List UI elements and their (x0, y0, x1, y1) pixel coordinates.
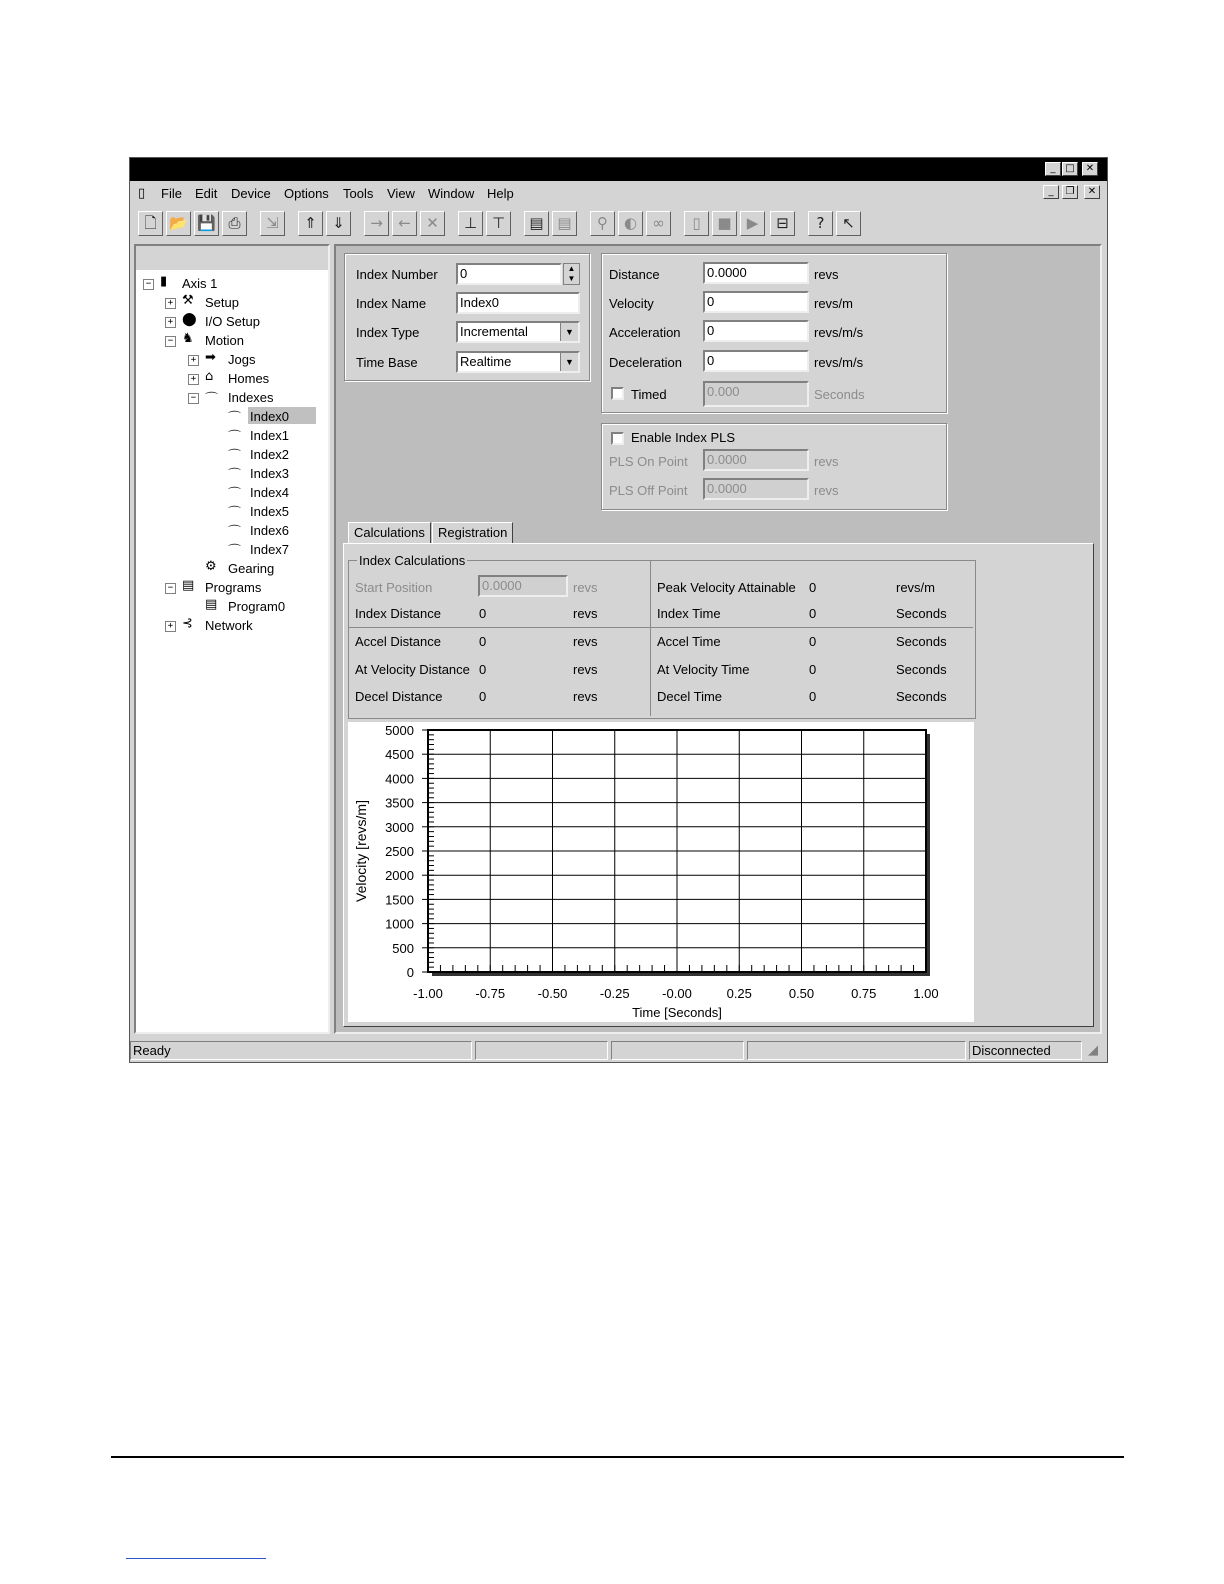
peak-velocity-label: Peak Velocity Attainable (657, 580, 796, 595)
pls-on-label: PLS On Point (609, 454, 688, 469)
start-position-unit: revs (573, 580, 598, 595)
index-number-spinner[interactable]: ▲ ▼ (563, 263, 580, 285)
disconnect-icon[interactable]: ← (392, 211, 417, 236)
x-tick-label: 0.50 (788, 986, 815, 1001)
index-settings-group (344, 253, 590, 381)
collapse-icon[interactable]: − (165, 336, 176, 347)
tree-item-index1[interactable]: Index1 (250, 428, 290, 443)
at-velocity-time-value: 0 (809, 662, 817, 677)
y-tick-label: 3500 (385, 795, 414, 811)
at-velocity-distance-unit: revs (573, 662, 598, 677)
tree-item-index3[interactable]: Index3 (250, 466, 290, 481)
tree-item-index2[interactable]: Index2 (250, 447, 290, 462)
distance-unit: revs (814, 267, 839, 282)
distance-label: Distance (609, 267, 660, 282)
accel-time-unit: Seconds (896, 634, 947, 649)
timed-checkbox[interactable] (611, 387, 624, 400)
accel-time-label: Accel Time (657, 634, 721, 649)
tree-item-homes[interactable]: Homes (228, 371, 270, 386)
index-profile-icon: ⌒ (228, 449, 242, 464)
decel-distance-unit: revs (573, 689, 598, 704)
menu-device[interactable]: Device (231, 186, 271, 201)
expand-icon[interactable]: + (165, 298, 176, 309)
index-profile-icon: ⌒ (228, 430, 242, 445)
context-help-icon[interactable]: ↖ (836, 211, 861, 236)
tree-item-index6[interactable]: Index6 (250, 523, 290, 538)
y-tick-label: 4500 (385, 747, 414, 763)
status-pane (475, 1041, 608, 1060)
accel-distance-label: Accel Distance (355, 634, 441, 649)
run-icon[interactable]: ▶ (740, 211, 765, 236)
collapse-icon[interactable]: − (188, 393, 199, 404)
expand-icon[interactable]: + (165, 317, 176, 328)
dropdown-arrow-icon[interactable]: ▼ (560, 323, 578, 341)
program-icon[interactable]: ▤ (524, 211, 549, 236)
decel-distance-label: Decel Distance (355, 689, 443, 704)
at-velocity-distance-label: At Velocity Distance (355, 662, 470, 677)
dropdown-arrow-icon[interactable]: ▼ (560, 353, 578, 371)
x-tick-label: 0.75 (851, 986, 877, 1001)
time-base-label: Time Base (356, 355, 418, 370)
index-name-label: Index Name (356, 296, 427, 311)
index-time-unit: Seconds (896, 606, 947, 621)
velocity-input[interactable]: 0 (703, 291, 809, 313)
new-file-icon[interactable]: 🗋 (138, 211, 163, 236)
stop-icon[interactable]: ■ (712, 211, 737, 236)
pls-on-input[interactable]: 0.0000 (703, 449, 809, 471)
time-base-select[interactable] (456, 351, 580, 373)
resize-grip-icon[interactable]: ◢ (1088, 1043, 1098, 1058)
motion-icon: ♞ (182, 331, 194, 346)
watch-icon[interactable]: ◐ (618, 211, 643, 236)
expand-icon[interactable]: + (188, 374, 199, 385)
status-pane (611, 1041, 744, 1060)
collapse-icon[interactable]: − (165, 583, 176, 594)
velocity-profile-chart (348, 722, 974, 1022)
index-type-label: Index Type (356, 325, 420, 340)
network-icon: ⊰ (182, 616, 193, 631)
timed-input[interactable]: 0.000 (703, 381, 809, 407)
index-editor-panel (334, 244, 1102, 1034)
tree-header (136, 246, 328, 270)
setup-icon: ⚒ (182, 293, 194, 308)
tree-item-jogs[interactable]: Jogs (228, 352, 256, 367)
y-tick-label: 2500 (385, 844, 414, 859)
pls-on-unit: revs (814, 454, 839, 469)
close-icon[interactable]: ✕ (1082, 162, 1098, 176)
accel-distance-value: 0 (479, 634, 487, 649)
tree-item-io-setup[interactable]: I/O Setup (205, 314, 260, 329)
tree-item-indexes[interactable]: Indexes (228, 390, 274, 405)
index-distance-label: Index Distance (355, 606, 441, 621)
index-profile-icon: ⌒ (228, 468, 242, 483)
doc-restore-icon[interactable]: ❐ (1062, 185, 1078, 199)
y-tick-label: 3000 (385, 819, 414, 835)
menu-view[interactable]: View (387, 186, 415, 201)
decel-time-unit: Seconds (896, 689, 947, 704)
at-velocity-distance-value: 0 (479, 662, 487, 677)
x-tick-label: -0.75 (475, 986, 506, 1001)
index-profile-icon: ⌒ (228, 411, 242, 426)
x-tick-label: -1.00 (413, 986, 443, 1001)
menu-edit[interactable]: Edit (195, 186, 218, 201)
y-tick-label: 4000 (385, 771, 414, 787)
menu-tools[interactable]: Tools (343, 186, 374, 201)
tree-item-index0[interactable]: Index0 (250, 409, 290, 424)
x-tick-label: -0.00 (662, 986, 692, 1001)
velocity-label: Velocity (609, 296, 654, 311)
print-icon[interactable]: ⎙ (222, 211, 247, 236)
index-profile-icon: ⌒ (228, 487, 242, 502)
drive-icon: ▮ (160, 274, 168, 289)
enable-pls-label: Enable Index PLS (631, 430, 736, 445)
y-tick-label: 5000 (385, 723, 414, 738)
tree-item-network[interactable]: Network (205, 618, 253, 633)
pls-group (601, 423, 947, 510)
pls-off-label: PLS Off Point (609, 483, 688, 498)
pls-off-input[interactable]: 0.0000 (703, 478, 809, 500)
menu-window[interactable]: Window (428, 186, 475, 201)
x-axis-label: Time [Seconds] (632, 1005, 722, 1020)
expand-icon[interactable]: + (188, 355, 199, 366)
index-profile-icon: ⌒ (205, 392, 219, 407)
x-tick-label: -0.25 (599, 986, 630, 1001)
connect-icon[interactable]: → (364, 211, 389, 236)
doc-close-icon[interactable]: ✕ (1084, 185, 1100, 199)
x-tick-label: 0.25 (726, 986, 752, 1001)
decel-time-value: 0 (809, 689, 817, 704)
accel-time-value: 0 (809, 634, 817, 649)
footer-rule (111, 1456, 1124, 1458)
acceleration-unit: revs/m/s (814, 325, 864, 340)
index-profile-icon: ⌒ (228, 544, 242, 559)
decel-time-label: Decel Time (657, 689, 723, 704)
delete-icon[interactable]: ✕ (420, 211, 445, 236)
tab-page-calculations (343, 543, 1094, 1027)
pls-off-unit: revs (814, 483, 839, 498)
tree-item-gearing[interactable]: Gearing (228, 561, 275, 576)
menu-bar (130, 181, 1107, 205)
tree-item-programs[interactable]: Programs (205, 580, 262, 595)
tree-item-setup[interactable]: Setup (205, 295, 239, 310)
tree-item-index4[interactable]: Index4 (250, 485, 290, 500)
start-position-input[interactable]: 0.0000 (478, 575, 568, 597)
toolbar (134, 208, 864, 240)
index-profile-icon: ⌒ (228, 506, 242, 521)
decel-distance-value: 0 (479, 689, 487, 704)
help-icon[interactable]: ? (808, 211, 833, 236)
distance-input[interactable]: 0.0000 (703, 262, 809, 284)
expand-icon[interactable]: + (165, 621, 176, 632)
start-position-label: Start Position (355, 580, 433, 595)
enable-pls-checkbox[interactable] (611, 432, 624, 445)
y-tick-label: 2000 (385, 868, 414, 884)
status-text: Ready (130, 1041, 472, 1060)
index-distance-unit: revs (573, 606, 598, 621)
connection-status: Disconnected (969, 1041, 1082, 1060)
status-pane (747, 1041, 966, 1060)
remove-index-icon[interactable]: ⊤ (486, 211, 511, 236)
deceleration-input[interactable]: 0 (703, 350, 809, 372)
at-velocity-time-unit: Seconds (896, 662, 947, 677)
index-name-input[interactable]: Index0 (456, 292, 580, 314)
timed-label: Timed (631, 387, 667, 402)
program-disabled-icon[interactable]: ▤ (552, 211, 577, 236)
doc-menu-icon[interactable]: ▯ (138, 186, 146, 201)
index-calculations-group (348, 553, 976, 719)
time-base-value: Realtime (460, 354, 512, 369)
x-tick-label: -0.50 (537, 986, 568, 1001)
tab-calculations[interactable]: Calculations (348, 522, 431, 543)
motion-settings-group (601, 253, 947, 413)
y-axis-label: Velocity [revs/m] (353, 800, 369, 902)
acceleration-input[interactable]: 0 (703, 320, 809, 342)
deceleration-label: Deceleration (609, 355, 682, 370)
navigation-tree (134, 244, 330, 1034)
add-index-icon[interactable]: ⊥ (458, 211, 483, 236)
at-velocity-time-label: At Velocity Time (657, 662, 750, 677)
gear-icon: ⚙ (205, 559, 217, 574)
index-time-label: Index Time (657, 606, 721, 621)
tree-item-index7[interactable]: Index7 (250, 542, 290, 557)
status-bar (130, 1039, 1107, 1062)
io-icon: ⬤ (182, 312, 197, 327)
download-icon[interactable]: ⇓ (326, 211, 351, 236)
x-tick-label: 1.00 (913, 986, 939, 1001)
maximize-icon[interactable]: □ (1062, 162, 1078, 176)
jog-icon: ➡ (205, 350, 216, 365)
tree-item-motion[interactable]: Motion (205, 333, 245, 348)
menu-help[interactable]: Help (487, 186, 514, 201)
glasses-icon[interactable]: ∞ (646, 211, 671, 236)
app-window (129, 157, 1108, 1063)
velocity-unit: revs/m (814, 296, 853, 311)
index-type-select[interactable] (456, 321, 580, 343)
index-calculations-title: Index Calculations (359, 553, 466, 568)
peak-velocity-value: 0 (809, 580, 817, 595)
chart-svg (348, 722, 974, 1022)
doc-minimize-icon[interactable]: _ (1043, 185, 1059, 199)
zoom-icon[interactable]: ⚲ (590, 211, 615, 236)
tab-registration[interactable]: Registration (432, 522, 513, 543)
acceleration-label: Acceleration (609, 325, 681, 340)
program-icon: ▤ (205, 597, 218, 612)
menu-options[interactable]: Options (284, 186, 329, 201)
index-number-label: Index Number (356, 267, 438, 282)
tree-root-axis[interactable]: Axis 1 (182, 276, 218, 291)
divider (349, 627, 973, 628)
index-profile-icon: ⌒ (228, 525, 242, 540)
index-distance-value: 0 (479, 606, 487, 621)
divider (650, 561, 651, 716)
y-tick-label: 1000 (385, 916, 414, 932)
deceleration-unit: revs/m/s (814, 355, 864, 370)
peak-velocity-unit: revs/m (896, 580, 935, 595)
tree-item-index5[interactable]: Index5 (250, 504, 290, 519)
title-bar (130, 158, 1107, 181)
collapse-icon[interactable]: − (143, 279, 154, 290)
device-icon[interactable]: ▯ (684, 211, 709, 236)
accel-distance-unit: revs (573, 634, 598, 649)
timed-unit: Seconds (814, 387, 865, 402)
window-icon[interactable]: ⊟ (770, 211, 795, 236)
index-time-value: 0 (809, 606, 817, 621)
y-tick-label: 500 (392, 940, 414, 956)
menu-file[interactable]: File (161, 186, 182, 201)
index-type-value: Incremental (460, 324, 528, 339)
import-icon[interactable]: ⇲ (260, 211, 285, 236)
upload-icon[interactable]: ⇑ (298, 211, 323, 236)
home-icon: ⌂ (205, 369, 214, 384)
y-tick-label: 1500 (385, 892, 414, 908)
minimize-icon[interactable]: _ (1045, 162, 1061, 176)
index-number-input[interactable]: 0 (456, 263, 562, 285)
save-icon[interactable]: 💾 (194, 211, 219, 236)
tree-item-program0[interactable]: Program0 (228, 599, 286, 614)
programs-icon: ▤ (182, 578, 195, 593)
open-folder-icon[interactable]: 📂 (166, 211, 191, 236)
y-tick-label: 0 (406, 965, 414, 980)
footer-link-underline (126, 1558, 266, 1559)
